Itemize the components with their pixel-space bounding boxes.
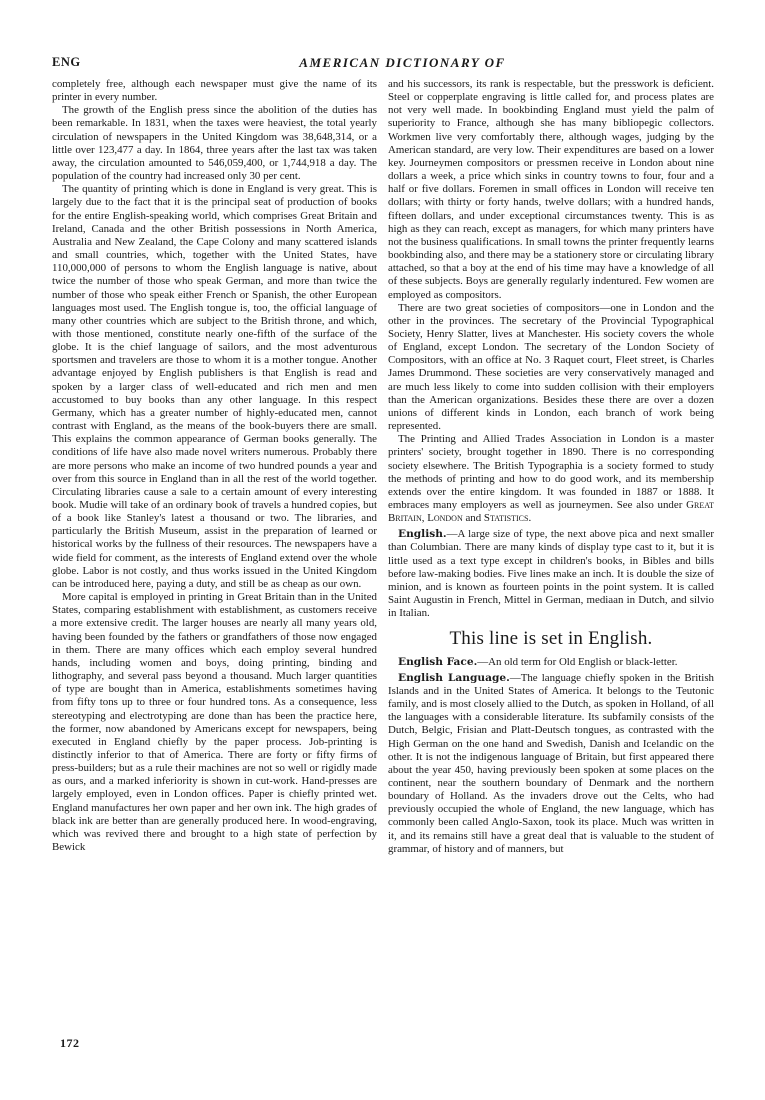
entry-english-face: English Face.—An old term for Old English or black-letter. [398,655,678,668]
cross-reference-statistics: Statistics [483,512,529,525]
headword-english-language: English Language. [398,671,510,684]
right-column [388,78,714,856]
running-title: AMERICAN DICTIONARY OF [299,55,506,70]
entry-english-language: English Language.—The language chiefly spoken in the British Islands and in the United States of America. It belongs to the Teutonic family, and is most closely allied to the Dutch, as spoken in Holland, of all the languages with a considerable literature. Its subfamily consists of the Dutch, Belgic, Frisian and Platt-Deutsch tongues, as contrasted with the High German on the one hand and Swedish, Danish and Icelandic on the other. It is not the indigenous language of Britain, but first appeared there about the year 450, having previously been spoken at some places on the continent, near the southern boundary of Denmark and the northern boundary of Holland. As the invaders drove out the Celts, who had previously occupied the whole of England, the new language, which has commonly been called Anglo-Saxon, took its place. Much was written in it, and its remains still have a great deal that is valuable to the student of grammar, of history and of manners, but [388,671,715,855]
paragraph-trades-association: The Printing and Allied Trades Association in London is a master printers' society, brought together in 1890. There is no corresponding society elsewhere. The British Typographia is a society formed to study the methods of printing and how to do good work, and its membership extends over the entire kingdom. It was founded in 1887 or 1888. It embraces many employers as well as journeymen. See also under Great Britain, London and Statistics. [388,433,714,525]
paragraph-capital: More capital is employed in printing in Great Britain than in the United States, comparing establishment with establishment, as customers receive a more extensive credit. The larger houses are nearly all many years old, having been founded by the fathers or grandfathers of those now engaged in them. There are many offices which each employ several hundred hands, including women and boys, doing printing, binding and lithography, and several pass beyond a thousand. Much larger quantities of type are bought than in America, establishments sometimes having from fifty tons up to three or four hundred tons. As a consequence, less stereotyping and electrotyping are done than has been the practice here, the former, now abandoned by Americans except for newspapers, being executed in England chiefly by the paper process. Job-printing is distinctly inferior to that of America. There are forty or fifty firms of press-builders; but as a rule their machines are not so well or rigidly made as ours, and a marked inferiority is shown in cut-work. Hand-presses are largely employed, even in London offices. Paper is chiefly printed wet. England manufactures her own paper and her own ink. The high grades of black ink are better than are generally produced here. In wood-engraving, which was revived there and brought to a high state of perfection by Bewick [52,591,377,854]
entry-english: English.—A large size of type, the next above pica and next smaller than Columbian. There are many kinds of display type cast to it, but it is little used as a text type except in children's books, in Bibles and bills before law-making bodies. Five lines make an inch. It is double the size of minion, and is known as fourteen points in the point system. It is called Saint Augustin in French, Mittel in German, mediaan in Dutch, and silvio in Italian. [388,528,714,620]
paragraph-societies: There are two great societies of compositors—one in London and the other in the provinces. The secretary of the Provincial Typographical Society, Henry Slatter, lives at Manchester. His society covers the whole of England, except London. The secretary of the London Society of Compositors, with an office at No. 3 Raquet court, Fleet street, is Charles James Drummond. These societies are very conservatively managed and are much less likely to come into sudden collision with their employers than the American organizations. Besides these there are over a dozen unions of different kinds in London, each branch of work being represented. [388,301,714,433]
left-column [52,78,377,854]
page-header [52,55,713,75]
type-specimen-line: This line is set in English. [449,628,653,650]
headword-english-face: English Face. [398,655,478,668]
paragraph-printing-quantity: The quantity of printing which is done in England is very great. This is largely due to the fact that it is the principal seat of production of books for the entire English-speaking world, which comprises Great Britain and Ireland, Canada and the other British possessions in North America, Australia and New Zealand, the Cape Colony and many scattered islands and small countries, which, together with the United States, have 110,000,000 of persons to whom the English language is native, about twice the number of those who speak German, and more than twice the number of those who speak either French or Spanish, the other European languages most used. The English tongue is, too, the official language of many other countries which are subject to the British throne, and which, with those mentioned, constitute nearly one-fifth of the surface of the globe. It is the chief language of sailors, and the most adventurous sportsmen and travelers are those to whom it is a mother tongue. Another advantage enjoyed by English publishers is that English is read and spoken by a larger class of well-educated and rich men and men accustomed to buy books than any other language. In this respect Germany, which has a greater number of highly-educated men, cannot contrast with England, as the means of the book-buyers there are small. This explains the common appearance of German books generally. The conditions of life have also made novel writers numerous. Probably there are more persons who make an income of two hundred pounds a year and over from this source in England than in all the rest of the world together. Circulating libraries cause a sale to a certain amount of every interesting book. Mudie will take of an ordinary book of travels a hundred copies, but of a book like Stanley's latest a thousand or two. The libraries, and particularly the British Museum, assist in the preparation of learned or historical works by the fullness of their resources. The newspapers have a wide field for comment, as the interests of England extend over the whole globe. Labor is not costly, and thus works issued in the United Kingdom can be introduced here, paying a duty, and still be as cheap as our own. [52,183,377,590]
paragraph-continuation: completely free, although each newspaper must give the name of its printer in every number. [52,78,377,104]
paragraph-press-growth: The growth of the English press since the abolition of the duties has been remarkable. In 1831, when the taxes were heaviest, the total yearly circulation of newspapers in the United Kingdom was 38,648,314, or a little over 123,477 a day. In 1864, three years after the last tax was taken away, the circulation amounted to 546,059,400, or 1,744,918 a day. The population of the country had increased only 30 per cent. [52,104,377,183]
cross-reference-great-britain: Great Britain [388,499,714,525]
cross-reference-london: London [427,512,463,525]
guide-word: ENG [52,55,81,69]
page-number: 172 [60,1036,80,1050]
paragraph-engraving: and his successors, its rank is respectable, but the presswork is deficient. Steel or copperplate engraving is little called for, and process plates are not very well made. In bookbinding England must yield the palm of superiority to France, although she has many bibliopegic collectors. Workmen live very comfortably there, although wages, judging by the American standard, are very low. Their expenditures are based on a lower key. Journeymen compositors or pressmen receive in London about nine dollars a week, a price which sinks in country towns to four, four and a half or five dollars. Foremen in small offices in London will receive ten dollars; with thirty or forty hands, twelve dollars; with a hundred hands, fifteen dollars, and under exceptional circumstances twenty. This is as high as they can reach, except as managers, for which many printers have not the business qualifications. In small towns the printer frequently learns bookbinding also, and there may be a stationery store or circulating library attached, so that a boy at the end of his time may have a knowledge of all of these subjects. Boys are generally regularly indentured. Few women are employed as compositors. [388,78,714,301]
headword-english: English. [398,528,447,541]
